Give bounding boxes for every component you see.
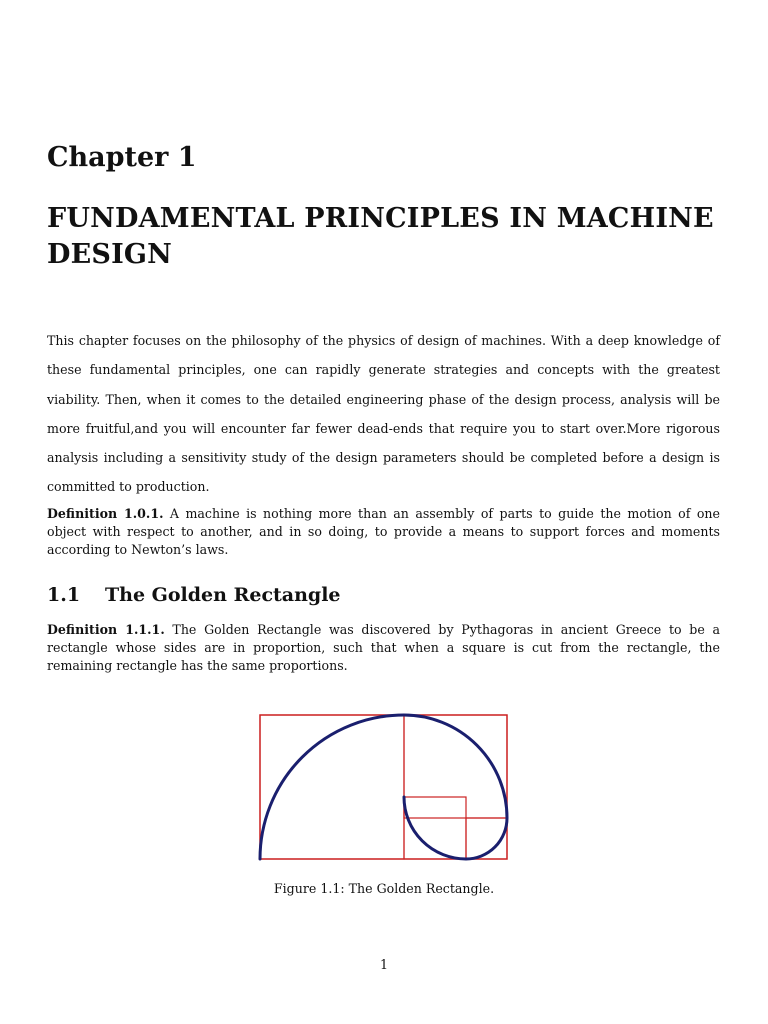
chapter-title: FUNDAMENTAL PRINCIPLES IN MACHINE DESIGN [47,203,714,270]
definition-1-1-1 [47,621,720,674]
definition-1-0-1-label: Definition 1.0.1. [47,506,164,521]
section-number: 1.1 [47,584,81,606]
outer-rectangle [260,715,507,859]
page-number: 1 [379,957,388,972]
intro-paragraph: This chapter focuses on the philosophy of the physics of design of machines. With a deep knowledge of these fundamental principles, one can rapidly generate strategies and concepts with the greatest viability. Then, when it comes to the detailed engineering phase of the design process, analysis will be more fruitful,and you will encounter far fewer dead-ends that require you to start over.More rigorous analysis including a sensitivity study of the design parameters should be completed before a design is committed to production. [47,333,720,495]
definition-1-1-1-text: The Golden Rectangle was discovered by Pythagoras in ancient Greece to be a rectangle whose sides are in proportion, such that when a square is cut from the rectangle, the remaining rectangle has the same proportions. [47,622,720,673]
figure-caption: Figure 1.1: The Golden Rectangle. [273,881,495,896]
definition-1-0-1-text: A machine is nothing more than an assembly of parts to guide the motion of one object with respect to another, and in so doing, to provide a means to support forces and moments according to Newton’s laws. [47,506,720,557]
definition-1-1-1-label: Definition 1.1.1. [47,622,165,637]
chapter-label: Chapter 1 [47,142,197,173]
golden-square-1 [260,715,404,859]
section-title: The Golden Rectangle [105,584,341,606]
golden-spiral [260,715,507,859]
golden-rectangle-diagram [255,707,515,865]
golden-rectangle-figure [255,707,515,865]
section-heading [47,583,341,607]
definition-1-0-1 [47,505,720,558]
